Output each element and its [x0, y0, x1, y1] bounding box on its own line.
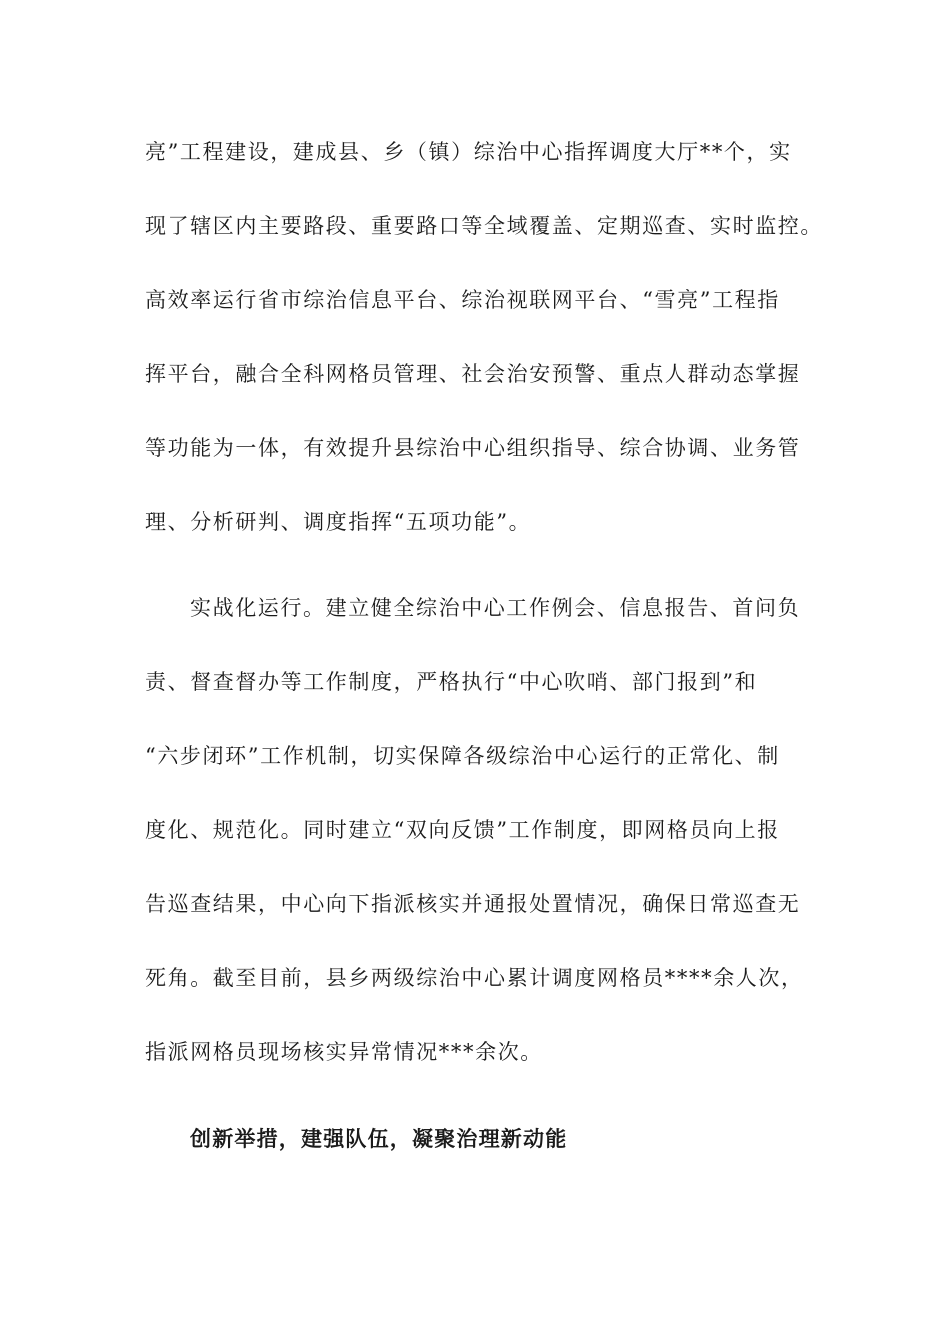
paragraph1-line-5: 等功能为一体，有效提升县综治中心组织指导、综合协调、业务管	[145, 436, 801, 460]
paragraph2-line-4: 度化、规范化。同时建立“双向反馈”工作制度，即网格员向上报	[145, 818, 780, 842]
paragraph2-line-3: “六步闭环”工作机制，切实保障各级综治中心运行的正常化、制	[145, 744, 780, 768]
paragraph2-line-6: 死角。截至目前，县乡两级综治中心累计调度网格员****余人次，	[145, 966, 804, 990]
paragraph2-line-2: 责、督查督办等工作制度，严格执行“中心吹哨、部门报到”和	[145, 670, 758, 694]
paragraph1-line-3: 高效率运行省市综治信息平台、综治视联网平台、“雪亮”工程指	[145, 288, 780, 312]
paragraph2-line-7: 指派网格员现场核实异常情况***余次。	[145, 1040, 543, 1064]
paragraph1-line-6: 理、分析研判、调度指挥“五项功能”。	[145, 510, 532, 534]
paragraph1-line-2: 现了辖区内主要路段、重要路口等全域覆盖、定期巡查、实时监控。	[145, 214, 823, 238]
section-heading: 创新举措，建强队伍，凝聚治理新动能	[190, 1127, 568, 1151]
paragraph1-line-1: 亮”工程建设，建成县、乡（镇）综治中心指挥调度大厅**个，实	[145, 140, 792, 164]
paragraph2-line-5: 告巡查结果，中心向下指派核实并通报处置情况，确保日常巡查无	[145, 892, 801, 916]
paragraph1-line-4: 挥平台，融合全科网格员管理、社会治安预警、重点人群动态掌握	[145, 362, 801, 386]
paragraph2-line-1: 实战化运行。建立健全综治中心工作例会、信息报告、首问负	[190, 596, 801, 620]
